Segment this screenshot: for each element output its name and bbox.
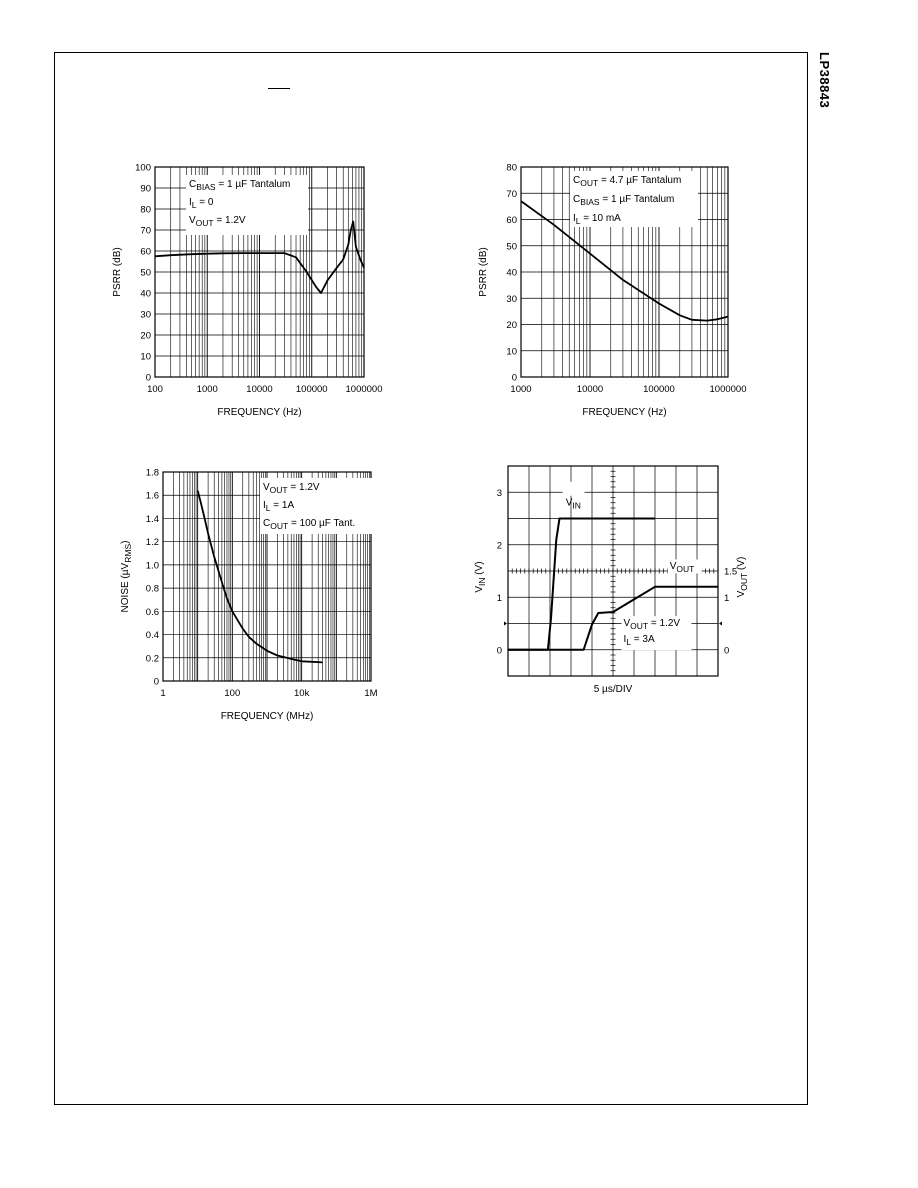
x-tick-label: 1000 [510,384,532,395]
y-tick-label: 1.0 [145,560,159,572]
y-tick-label: 0.2 [145,653,159,665]
annotation-line: $I_L = 0$ [189,197,214,210]
annotation-line: $I_L = 1A$ [263,500,295,513]
annotation-line: $V_{OUT} = 1.2V$ [263,482,320,495]
y-tick-label: 1.4 [145,513,159,525]
y-tick-label: 60 [506,215,517,226]
y-tick-label: 50 [140,267,151,279]
y-tick-label: 0.6 [145,606,159,618]
y-tick-label: 0 [511,372,517,384]
y-tick-label: 40 [140,288,151,300]
x-tick-label: 10000 [576,384,604,395]
y-tick-label: 0 [153,676,159,688]
y-tick-label: 30 [140,309,151,321]
x-tick-label: 10k [294,688,310,699]
annotation-line: $C_{OUT} = 100$ µF Tant. [263,518,356,531]
x-axis-label: FREQUENCY (Hz) [582,407,667,418]
marker-left [504,622,507,626]
y-tick-label: 2 [496,540,502,552]
label-bg [563,482,585,496]
marker-right [719,622,722,626]
y-tick-label: 80 [506,162,517,174]
series-label-vin: $V_{IN}$ [565,497,581,511]
annotation-line: $C_{BIAS} = 1$ µF Tantalum [189,179,291,192]
x-tick-label: 1000000 [345,384,383,395]
x-axis-label: FREQUENCY (Hz) [217,407,302,418]
annotation-line: $V_{OUT} = 1.2V$ [189,215,246,228]
x-tick-label: 100 [224,688,241,699]
y-tick-label: 1.8 [145,467,159,479]
y-tick-label: 10 [140,351,151,363]
annotation-line: $I_L = 10$ mA [573,213,621,226]
annotation-line: $C_{OUT} = 4.7$ µF Tantalum [573,175,682,188]
x-tick-label: 1000 [196,384,218,395]
annotation-line: $C_{BIAS} = 1$ µF Tantalum [573,194,675,207]
y-tick-label: 0 [496,645,502,657]
y-tick-label: 1.2 [145,537,159,549]
y-tick-label: 10 [506,346,517,358]
y2-tick-label: 1 [724,592,730,604]
y2-axis-label-text: $V_{OUT}$ (V) [736,556,749,598]
y-tick-label: 70 [140,225,151,237]
y-tick-label: 3 [496,487,502,499]
y-tick-label: 80 [140,204,151,216]
y-tick-label: 50 [506,241,517,253]
y-axis-label: PSRR (dB) [112,247,123,297]
x-tick-label: 100000 [643,384,675,395]
x-tick-label: 1M [364,688,378,699]
part-number-label: LP38843 [817,52,832,109]
x-tick-label: 100000 [295,384,328,395]
y-tick-label: 90 [140,183,151,195]
x-axis-label: FREQUENCY (MHz) [220,711,314,722]
y2-axis-label [736,557,749,598]
y-tick-label: 20 [506,320,517,331]
y-tick-label: 100 [135,162,151,174]
y-axis-label [474,561,487,592]
y-tick-label: 0.4 [145,630,159,642]
y-tick-label: 30 [506,293,517,305]
y-tick-label: 0.8 [145,583,159,595]
y-axis-label: NOISE (µV$_{RMS}$) [120,540,133,613]
y-tick-label: 60 [140,246,151,258]
y-axis-label-text: $V_{IN}$ (V) [474,561,487,593]
x-tick-label: 100 [147,384,163,395]
y-axis-label: PSRR (dB) [478,247,489,297]
y2-tick-label: 0 [724,645,730,657]
x-tick-label: 10000 [246,384,273,395]
y-tick-label: 20 [140,330,151,342]
y-tick-label: 1 [496,592,502,604]
series-label-vout: $V_{OUT}$ [669,561,695,574]
x-tick-label: 1 [160,688,166,699]
annotation-line: $V_{OUT} = 1.2V$ [623,618,681,632]
y2-tick-label: 1.5 [724,566,738,578]
y-tick-label: 40 [506,267,517,279]
x-tick-label: 1000000 [709,384,747,395]
annotation-line: $I_L = 3A$ [623,634,655,648]
x-axis-label: 5 µs/DIV [593,684,633,695]
y-tick-label: 1.6 [145,490,159,502]
y-tick-label: 0 [145,372,151,384]
y-tick-label: 70 [506,188,517,200]
